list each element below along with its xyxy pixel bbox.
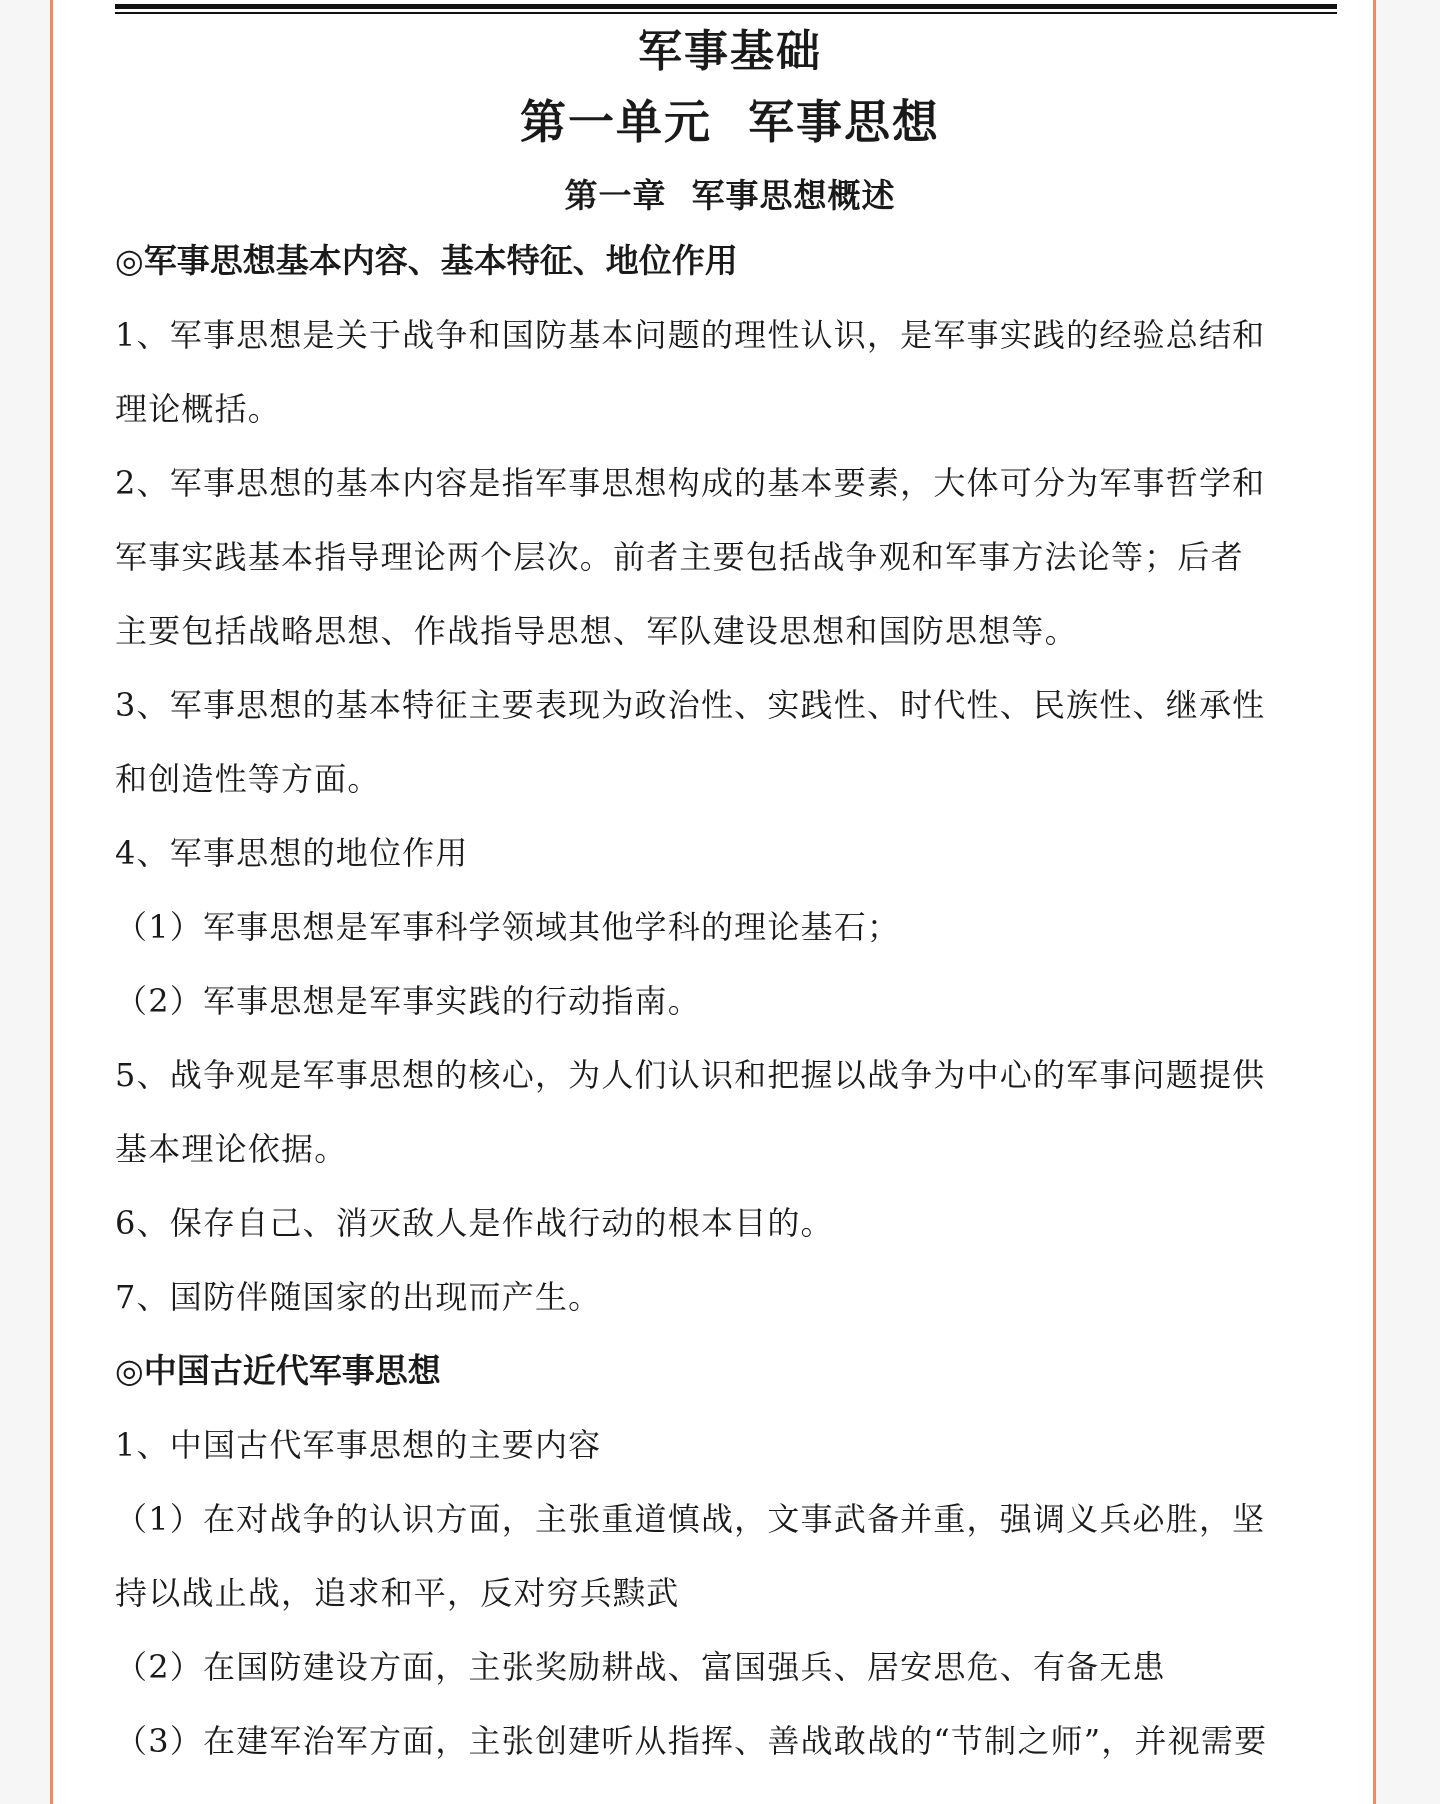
document-body: [115, 18, 1345, 1778]
chapter-name: 军事思想概述: [691, 176, 896, 215]
header-rule: [115, 4, 1337, 9]
text-line: 基本理论依据。: [115, 1130, 348, 1168]
document-page: [50, 0, 1376, 1804]
text-line: 1、军事思想是关于战争和国防基本问题的理性认识，是军事实践的经验总结和: [115, 316, 1266, 354]
unit-title: [115, 86, 1345, 158]
text-line: 6、保存自己、消灭敌人是作战行动的根本目的。: [115, 1204, 834, 1242]
chapter-title: [115, 168, 1345, 224]
section-heading: ◎中国古近代军事思想: [115, 1351, 441, 1390]
text-line: （2）军事思想是军事实践的行动指南。: [115, 982, 701, 1020]
text-line: 主要包括战略思想、作战指导思想、军队建设思想和国防思想等。: [115, 612, 1078, 650]
text-line: 1、中国古代军事思想的主要内容: [115, 1426, 602, 1464]
text-line: （2）在国防建设方面，主张奖励耕战、富国强兵、居安思危、有备无患: [115, 1648, 1166, 1686]
text-line: 2、军事思想的基本内容是指军事思想构成的基本要素，大体可分为军事哲学和: [115, 464, 1266, 502]
text-line: 7、国防伴随国家的出现而产生。: [115, 1278, 602, 1316]
unit-label: 第一单元: [519, 95, 712, 149]
text-line: （1）在对战争的认识方面，主张重道慎战，文事武备并重，强调义兵必胜，坚: [115, 1500, 1266, 1538]
unit-name: 军事思想: [748, 95, 941, 149]
chapter-label: 第一章: [564, 176, 667, 215]
document-title: 军事基础: [638, 26, 822, 77]
text-line: 持以战止战，追求和平，反对穷兵黩武: [115, 1574, 680, 1612]
text-line: （3）在建军治军方面，主张创建听从指挥、善战敢战的“节制之师”，并视需要: [115, 1722, 1268, 1760]
text-line: （1）军事思想是军事科学领域其他学科的理论基石；: [115, 908, 901, 946]
header-rule-thin: [115, 12, 1337, 14]
section-heading: ◎军事思想基本内容、基本特征、地位作用: [115, 241, 738, 280]
text-line: 军事实践基本指导理论两个层次。前者主要包括战争观和军事方法论等；后者: [115, 538, 1244, 576]
text-line: 5、战争观是军事思想的核心，为人们认识和把握以战争为中心的军事问题提供: [115, 1056, 1266, 1094]
text-line: 3、军事思想的基本特征主要表现为政治性、实践性、时代性、民族性、继承性: [115, 686, 1266, 724]
text-line: 4、军事思想的地位作用: [115, 834, 469, 872]
text-line: 理论概括。: [115, 390, 282, 428]
text-line: 和创造性等方面。: [115, 760, 381, 798]
